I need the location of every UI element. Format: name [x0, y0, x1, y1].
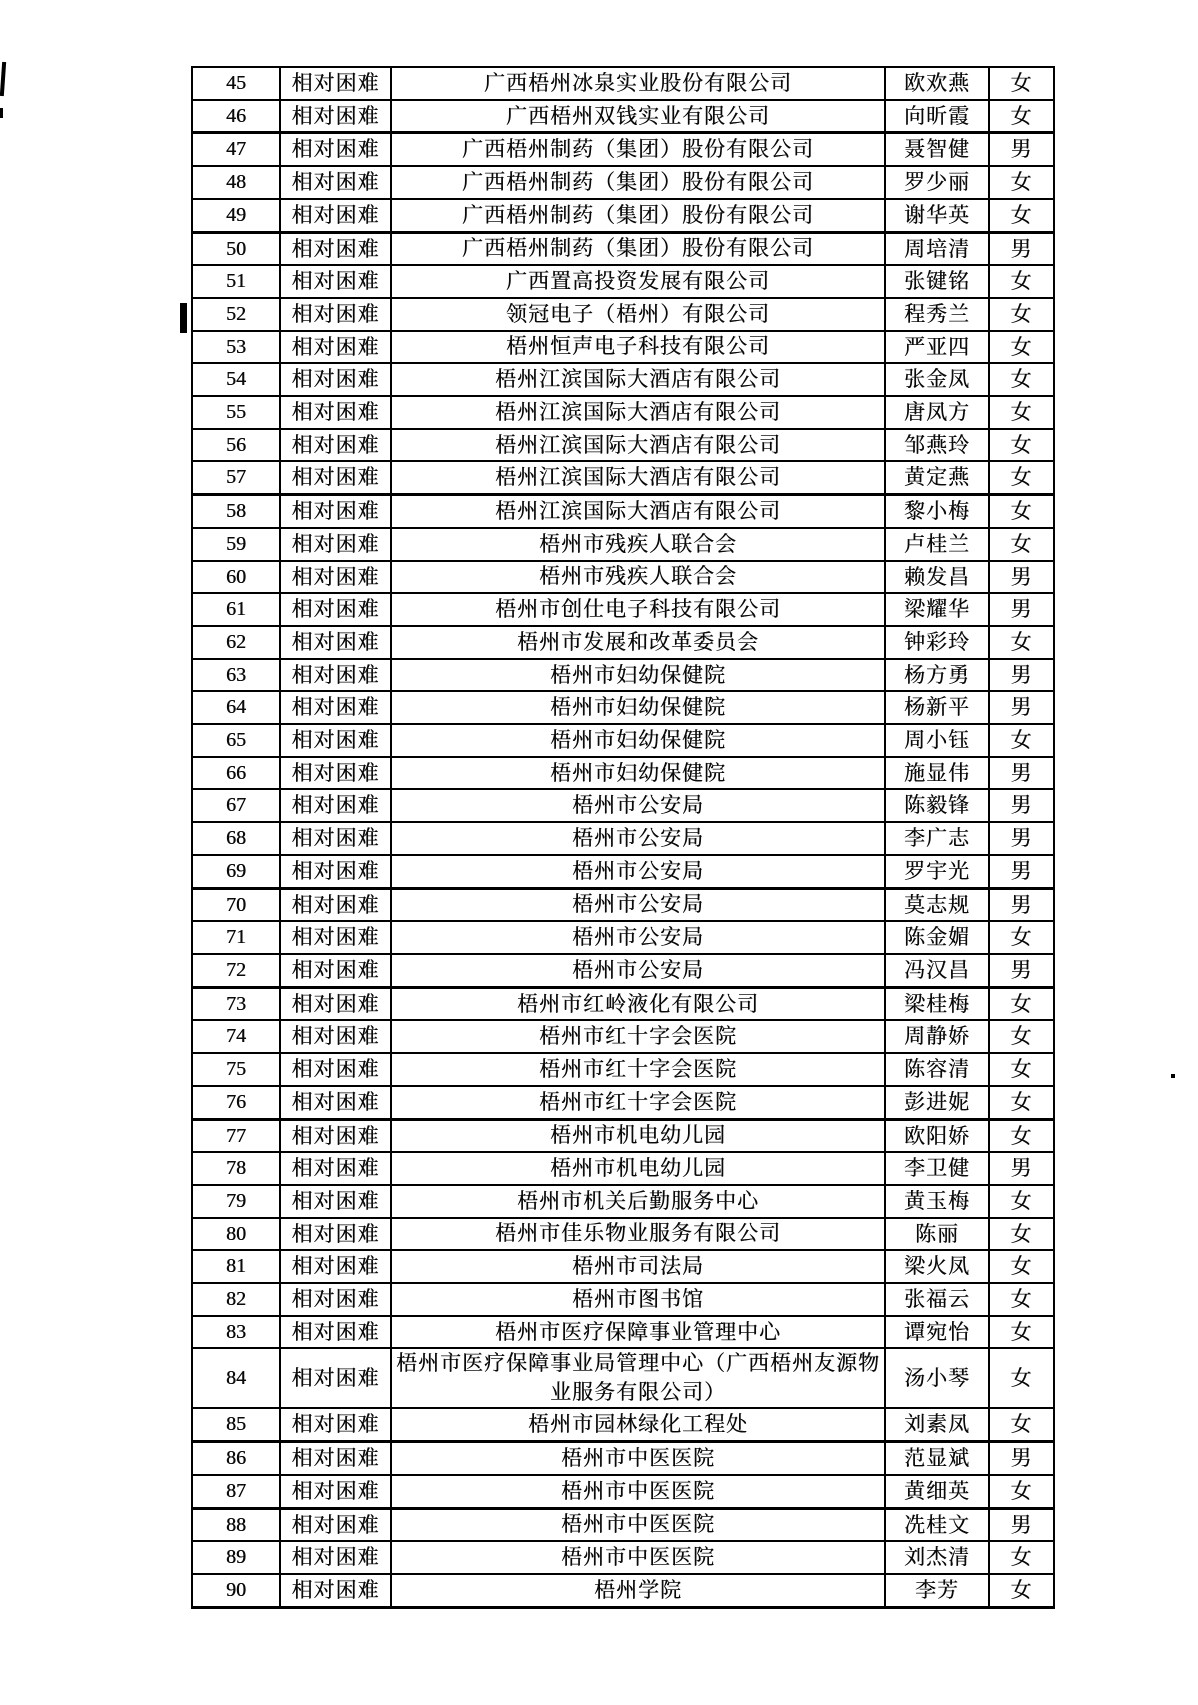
table-row [192, 789, 1054, 822]
category-cell: 相对困难 [280, 1119, 391, 1152]
organization-cell: 梧州市司法局 [391, 1250, 885, 1283]
gender-cell: 女 [989, 987, 1054, 1020]
organization-cell: 梧州市公安局 [391, 888, 885, 921]
organization-cell: 广西梧州双钱实业有限公司 [391, 100, 885, 133]
row-number-cell: 46 [192, 100, 280, 133]
row-number-cell: 87 [192, 1475, 280, 1508]
table-row [192, 363, 1054, 396]
person-name-cell: 李卫健 [885, 1152, 989, 1185]
gender-cell: 男 [989, 855, 1054, 888]
organization-cell: 梧州恒声电子科技有限公司 [391, 331, 885, 364]
person-name-cell: 莫志规 [885, 888, 989, 921]
organization-cell: 梧州市红十字会医院 [391, 1053, 885, 1086]
table-row [192, 528, 1054, 561]
table-row [192, 1152, 1054, 1185]
category-cell: 相对困难 [280, 921, 391, 954]
gender-cell: 男 [989, 659, 1054, 692]
person-name-cell: 赖发昌 [885, 561, 989, 594]
row-number-cell: 60 [192, 561, 280, 594]
gender-cell: 女 [989, 429, 1054, 462]
gender-cell: 男 [989, 789, 1054, 822]
person-name-cell: 罗少丽 [885, 166, 989, 199]
row-number-cell: 64 [192, 691, 280, 724]
person-name-cell: 张福云 [885, 1283, 989, 1316]
table-row [192, 461, 1054, 494]
gender-cell: 女 [989, 1574, 1054, 1607]
organization-cell: 梧州江滨国际大酒店有限公司 [391, 461, 885, 494]
category-cell: 相对困难 [280, 1185, 391, 1218]
table-row [192, 1218, 1054, 1251]
category-cell: 相对困难 [280, 1250, 391, 1283]
person-name-cell: 李芳 [885, 1574, 989, 1607]
gender-cell: 女 [989, 1283, 1054, 1316]
gender-cell: 男 [989, 888, 1054, 921]
organization-cell: 梧州市中医医院 [391, 1442, 885, 1475]
row-number-cell: 53 [192, 331, 280, 364]
table-row [192, 67, 1054, 100]
row-number-cell: 51 [192, 265, 280, 298]
category-cell: 相对困难 [280, 265, 391, 298]
table-row [192, 199, 1054, 232]
gender-cell: 女 [989, 331, 1054, 364]
category-cell: 相对困难 [280, 1053, 391, 1086]
row-number-cell: 85 [192, 1408, 280, 1441]
gender-cell: 女 [989, 626, 1054, 659]
organization-cell: 梧州市发展和改革委员会 [391, 626, 885, 659]
row-number-cell: 80 [192, 1218, 280, 1251]
table-row [192, 1541, 1054, 1574]
person-name-cell: 冯汉昌 [885, 954, 989, 987]
category-cell: 相对困难 [280, 528, 391, 561]
person-name-cell: 黎小梅 [885, 495, 989, 528]
row-number-cell: 58 [192, 495, 280, 528]
category-cell: 相对困难 [280, 1541, 391, 1574]
gender-cell: 女 [989, 1348, 1054, 1408]
gender-cell: 男 [989, 593, 1054, 626]
category-cell: 相对困难 [280, 166, 391, 199]
person-name-cell: 梁火凤 [885, 1250, 989, 1283]
row-number-cell: 50 [192, 232, 280, 265]
person-name-cell: 施显伟 [885, 757, 989, 790]
row-number-cell: 86 [192, 1442, 280, 1475]
row-number-cell: 61 [192, 593, 280, 626]
person-name-cell: 聂智健 [885, 133, 989, 166]
organization-cell: 广西梧州制药（集团）股份有限公司 [391, 133, 885, 166]
person-name-cell: 谭宛怡 [885, 1316, 989, 1349]
gender-cell: 男 [989, 1152, 1054, 1185]
gender-cell: 男 [989, 954, 1054, 987]
table-row [192, 1020, 1054, 1053]
table-row [192, 1283, 1054, 1316]
category-cell: 相对困难 [280, 67, 391, 100]
table-row [192, 1508, 1054, 1541]
person-name-cell: 彭进妮 [885, 1086, 989, 1119]
gender-cell: 男 [989, 822, 1054, 855]
table-row [192, 691, 1054, 724]
row-number-cell: 66 [192, 757, 280, 790]
person-name-cell: 卢桂兰 [885, 528, 989, 561]
table-row [192, 1348, 1054, 1408]
organization-cell: 梧州市公安局 [391, 822, 885, 855]
gender-cell: 女 [989, 298, 1054, 331]
row-number-cell: 89 [192, 1541, 280, 1574]
category-cell: 相对困难 [280, 789, 391, 822]
organization-cell: 梧州市妇幼保健院 [391, 757, 885, 790]
row-number-cell: 70 [192, 888, 280, 921]
person-name-cell: 刘素凤 [885, 1408, 989, 1441]
category-cell: 相对困难 [280, 1408, 391, 1441]
person-name-cell: 周小钰 [885, 724, 989, 757]
category-cell: 相对困难 [280, 691, 391, 724]
row-number-cell: 49 [192, 199, 280, 232]
organization-cell: 梧州学院 [391, 1574, 885, 1607]
organization-cell: 梧州江滨国际大酒店有限公司 [391, 396, 885, 429]
row-number-cell: 72 [192, 954, 280, 987]
organization-cell: 梧州市机关后勤服务中心 [391, 1185, 885, 1218]
organization-cell: 梧州市机电幼儿园 [391, 1119, 885, 1152]
beneficiary-table [191, 66, 1055, 1609]
person-name-cell: 梁耀华 [885, 593, 989, 626]
row-number-cell: 57 [192, 461, 280, 494]
category-cell: 相对困难 [280, 1316, 391, 1349]
gender-cell: 男 [989, 232, 1054, 265]
row-number-cell: 59 [192, 528, 280, 561]
gender-cell: 女 [989, 1408, 1054, 1441]
table-row [192, 1086, 1054, 1119]
category-cell: 相对困难 [280, 1218, 391, 1251]
table-row [192, 396, 1054, 429]
category-cell: 相对困难 [280, 855, 391, 888]
category-cell: 相对困难 [280, 199, 391, 232]
person-name-cell: 欧阳娇 [885, 1119, 989, 1152]
organization-cell: 梧州市红岭液化有限公司 [391, 987, 885, 1020]
row-number-cell: 79 [192, 1185, 280, 1218]
table-row [192, 822, 1054, 855]
category-cell: 相对困难 [280, 1508, 391, 1541]
organization-cell: 梧州市公安局 [391, 855, 885, 888]
row-number-cell: 81 [192, 1250, 280, 1283]
organization-cell: 梧州市图书馆 [391, 1283, 885, 1316]
table-row [192, 1119, 1054, 1152]
person-name-cell: 黄细英 [885, 1475, 989, 1508]
row-number-cell: 75 [192, 1053, 280, 1086]
table-body [192, 67, 1054, 1607]
gender-cell: 女 [989, 1119, 1054, 1152]
row-number-cell: 54 [192, 363, 280, 396]
person-name-cell: 张金凤 [885, 363, 989, 396]
category-cell: 相对困难 [280, 757, 391, 790]
person-name-cell: 邹燕玲 [885, 429, 989, 462]
gender-cell: 女 [989, 1086, 1054, 1119]
gender-cell: 女 [989, 1541, 1054, 1574]
organization-cell: 广西梧州制药（集团）股份有限公司 [391, 199, 885, 232]
gender-cell: 女 [989, 1316, 1054, 1349]
gender-cell: 女 [989, 166, 1054, 199]
person-name-cell: 陈毅锋 [885, 789, 989, 822]
row-number-cell: 65 [192, 724, 280, 757]
gender-cell: 女 [989, 724, 1054, 757]
category-cell: 相对困难 [280, 561, 391, 594]
category-cell: 相对困难 [280, 331, 391, 364]
table-row [192, 1185, 1054, 1218]
person-name-cell: 程秀兰 [885, 298, 989, 331]
row-number-cell: 67 [192, 789, 280, 822]
organization-cell: 梧州市中医医院 [391, 1508, 885, 1541]
gender-cell: 女 [989, 1053, 1054, 1086]
category-cell: 相对困难 [280, 1574, 391, 1607]
row-number-cell: 56 [192, 429, 280, 462]
row-number-cell: 90 [192, 1574, 280, 1607]
row-number-cell: 68 [192, 822, 280, 855]
table-row [192, 659, 1054, 692]
person-name-cell: 梁桂梅 [885, 987, 989, 1020]
gender-cell: 女 [989, 921, 1054, 954]
person-name-cell: 向昕霞 [885, 100, 989, 133]
organization-cell: 广西置高投资发展有限公司 [391, 265, 885, 298]
gender-cell: 女 [989, 1020, 1054, 1053]
table-row [192, 133, 1054, 166]
person-name-cell: 周静娇 [885, 1020, 989, 1053]
category-cell: 相对困难 [280, 1283, 391, 1316]
gender-cell: 女 [989, 1250, 1054, 1283]
gender-cell: 女 [989, 528, 1054, 561]
row-number-cell: 71 [192, 921, 280, 954]
table-row [192, 1053, 1054, 1086]
person-name-cell: 罗宇光 [885, 855, 989, 888]
organization-cell: 梧州市医疗保障事业管理中心 [391, 1316, 885, 1349]
gender-cell: 男 [989, 691, 1054, 724]
organization-cell: 梧州市园林绿化工程处 [391, 1408, 885, 1441]
row-number-cell: 63 [192, 659, 280, 692]
table-row [192, 987, 1054, 1020]
person-name-cell: 陈丽 [885, 1218, 989, 1251]
category-cell: 相对困难 [280, 396, 391, 429]
organization-cell: 梧州市公安局 [391, 954, 885, 987]
row-number-cell: 76 [192, 1086, 280, 1119]
gender-cell: 女 [989, 1218, 1054, 1251]
table-row [192, 724, 1054, 757]
person-name-cell: 杨新平 [885, 691, 989, 724]
category-cell: 相对困难 [280, 1475, 391, 1508]
person-name-cell: 周培清 [885, 232, 989, 265]
category-cell: 相对困难 [280, 593, 391, 626]
category-cell: 相对困难 [280, 100, 391, 133]
category-cell: 相对困难 [280, 626, 391, 659]
person-name-cell: 黄定燕 [885, 461, 989, 494]
table-row [192, 757, 1054, 790]
organization-cell: 梧州市机电幼儿园 [391, 1152, 885, 1185]
row-number-cell: 78 [192, 1152, 280, 1185]
organization-cell: 梧州市红十字会医院 [391, 1020, 885, 1053]
table-row [192, 1250, 1054, 1283]
gender-cell: 男 [989, 561, 1054, 594]
table-row [192, 1442, 1054, 1475]
person-name-cell: 陈容清 [885, 1053, 989, 1086]
gender-cell: 女 [989, 495, 1054, 528]
row-number-cell: 47 [192, 133, 280, 166]
gender-cell: 男 [989, 1442, 1054, 1475]
organization-cell: 广西梧州制药（集团）股份有限公司 [391, 166, 885, 199]
scan-artifact [1171, 1074, 1175, 1078]
person-name-cell: 张键铭 [885, 265, 989, 298]
table-row [192, 429, 1054, 462]
gender-cell: 女 [989, 1185, 1054, 1218]
table-row [192, 495, 1054, 528]
category-cell: 相对困难 [280, 888, 391, 921]
person-name-cell: 陈金媚 [885, 921, 989, 954]
organization-cell: 梧州江滨国际大酒店有限公司 [391, 429, 885, 462]
table-row [192, 232, 1054, 265]
row-number-cell: 82 [192, 1283, 280, 1316]
category-cell: 相对困难 [280, 1348, 391, 1408]
category-cell: 相对困难 [280, 954, 391, 987]
organization-cell: 领冠电子（梧州）有限公司 [391, 298, 885, 331]
table-row [192, 593, 1054, 626]
table-row [192, 561, 1054, 594]
category-cell: 相对困难 [280, 429, 391, 462]
person-name-cell: 欧欢燕 [885, 67, 989, 100]
person-name-cell: 汤小琴 [885, 1348, 989, 1408]
person-name-cell: 冼桂文 [885, 1508, 989, 1541]
table-row [192, 298, 1054, 331]
organization-cell: 梧州市残疾人联合会 [391, 561, 885, 594]
organization-cell: 梧州市妇幼保健院 [391, 724, 885, 757]
category-cell: 相对困难 [280, 1442, 391, 1475]
row-number-cell: 69 [192, 855, 280, 888]
row-number-cell: 45 [192, 67, 280, 100]
table-row [192, 166, 1054, 199]
person-name-cell: 范显斌 [885, 1442, 989, 1475]
scan-artifact [180, 303, 187, 333]
organization-cell: 梧州市创仕电子科技有限公司 [391, 593, 885, 626]
table-row [192, 1408, 1054, 1441]
gender-cell: 女 [989, 199, 1054, 232]
person-name-cell: 杨方勇 [885, 659, 989, 692]
organization-cell: 梧州市医疗保障事业局管理中心（广西梧州友源物业服务有限公司） [391, 1348, 885, 1408]
organization-cell: 梧州市妇幼保健院 [391, 691, 885, 724]
person-name-cell: 李广志 [885, 822, 989, 855]
category-cell: 相对困难 [280, 987, 391, 1020]
category-cell: 相对困难 [280, 298, 391, 331]
table-row [192, 331, 1054, 364]
gender-cell: 女 [989, 265, 1054, 298]
row-number-cell: 74 [192, 1020, 280, 1053]
person-name-cell: 黄玉梅 [885, 1185, 989, 1218]
gender-cell: 女 [989, 67, 1054, 100]
person-name-cell: 唐凤方 [885, 396, 989, 429]
scan-artifact [0, 108, 3, 118]
organization-cell: 广西梧州制药（集团）股份有限公司 [391, 232, 885, 265]
gender-cell: 女 [989, 396, 1054, 429]
category-cell: 相对困难 [280, 1020, 391, 1053]
gender-cell: 女 [989, 363, 1054, 396]
category-cell: 相对困难 [280, 232, 391, 265]
organization-cell: 梧州江滨国际大酒店有限公司 [391, 495, 885, 528]
row-number-cell: 62 [192, 626, 280, 659]
table-row [192, 954, 1054, 987]
table-row [192, 921, 1054, 954]
category-cell: 相对困难 [280, 1086, 391, 1119]
table-row [192, 888, 1054, 921]
row-number-cell: 83 [192, 1316, 280, 1349]
row-number-cell: 88 [192, 1508, 280, 1541]
organization-cell: 梧州市中医医院 [391, 1541, 885, 1574]
table-row [192, 265, 1054, 298]
person-name-cell: 钟彩玲 [885, 626, 989, 659]
organization-cell: 广西梧州冰泉实业股份有限公司 [391, 67, 885, 100]
row-number-cell: 84 [192, 1348, 280, 1408]
category-cell: 相对困难 [280, 133, 391, 166]
organization-cell: 梧州市残疾人联合会 [391, 528, 885, 561]
row-number-cell: 73 [192, 987, 280, 1020]
gender-cell: 女 [989, 1475, 1054, 1508]
organization-cell: 梧州市中医医院 [391, 1475, 885, 1508]
scan-artifact [0, 62, 6, 96]
category-cell: 相对困难 [280, 822, 391, 855]
person-name-cell: 严亚四 [885, 331, 989, 364]
category-cell: 相对困难 [280, 659, 391, 692]
row-number-cell: 77 [192, 1119, 280, 1152]
gender-cell: 女 [989, 100, 1054, 133]
person-name-cell: 刘杰清 [885, 1541, 989, 1574]
category-cell: 相对困难 [280, 461, 391, 494]
gender-cell: 男 [989, 133, 1054, 166]
table-row [192, 626, 1054, 659]
gender-cell: 女 [989, 461, 1054, 494]
organization-cell: 梧州市妇幼保健院 [391, 659, 885, 692]
organization-cell: 梧州市公安局 [391, 921, 885, 954]
table-row [192, 855, 1054, 888]
organization-cell: 梧州市红十字会医院 [391, 1086, 885, 1119]
row-number-cell: 48 [192, 166, 280, 199]
organization-cell: 梧州江滨国际大酒店有限公司 [391, 363, 885, 396]
person-name-cell: 谢华英 [885, 199, 989, 232]
gender-cell: 男 [989, 1508, 1054, 1541]
table-row [192, 1475, 1054, 1508]
organization-cell: 梧州市公安局 [391, 789, 885, 822]
table-row [192, 1574, 1054, 1607]
table-row [192, 1316, 1054, 1349]
organization-cell: 梧州市佳乐物业服务有限公司 [391, 1218, 885, 1251]
row-number-cell: 55 [192, 396, 280, 429]
table-row [192, 100, 1054, 133]
category-cell: 相对困难 [280, 1152, 391, 1185]
category-cell: 相对困难 [280, 495, 391, 528]
category-cell: 相对困难 [280, 724, 391, 757]
gender-cell: 男 [989, 757, 1054, 790]
category-cell: 相对困难 [280, 363, 391, 396]
row-number-cell: 52 [192, 298, 280, 331]
